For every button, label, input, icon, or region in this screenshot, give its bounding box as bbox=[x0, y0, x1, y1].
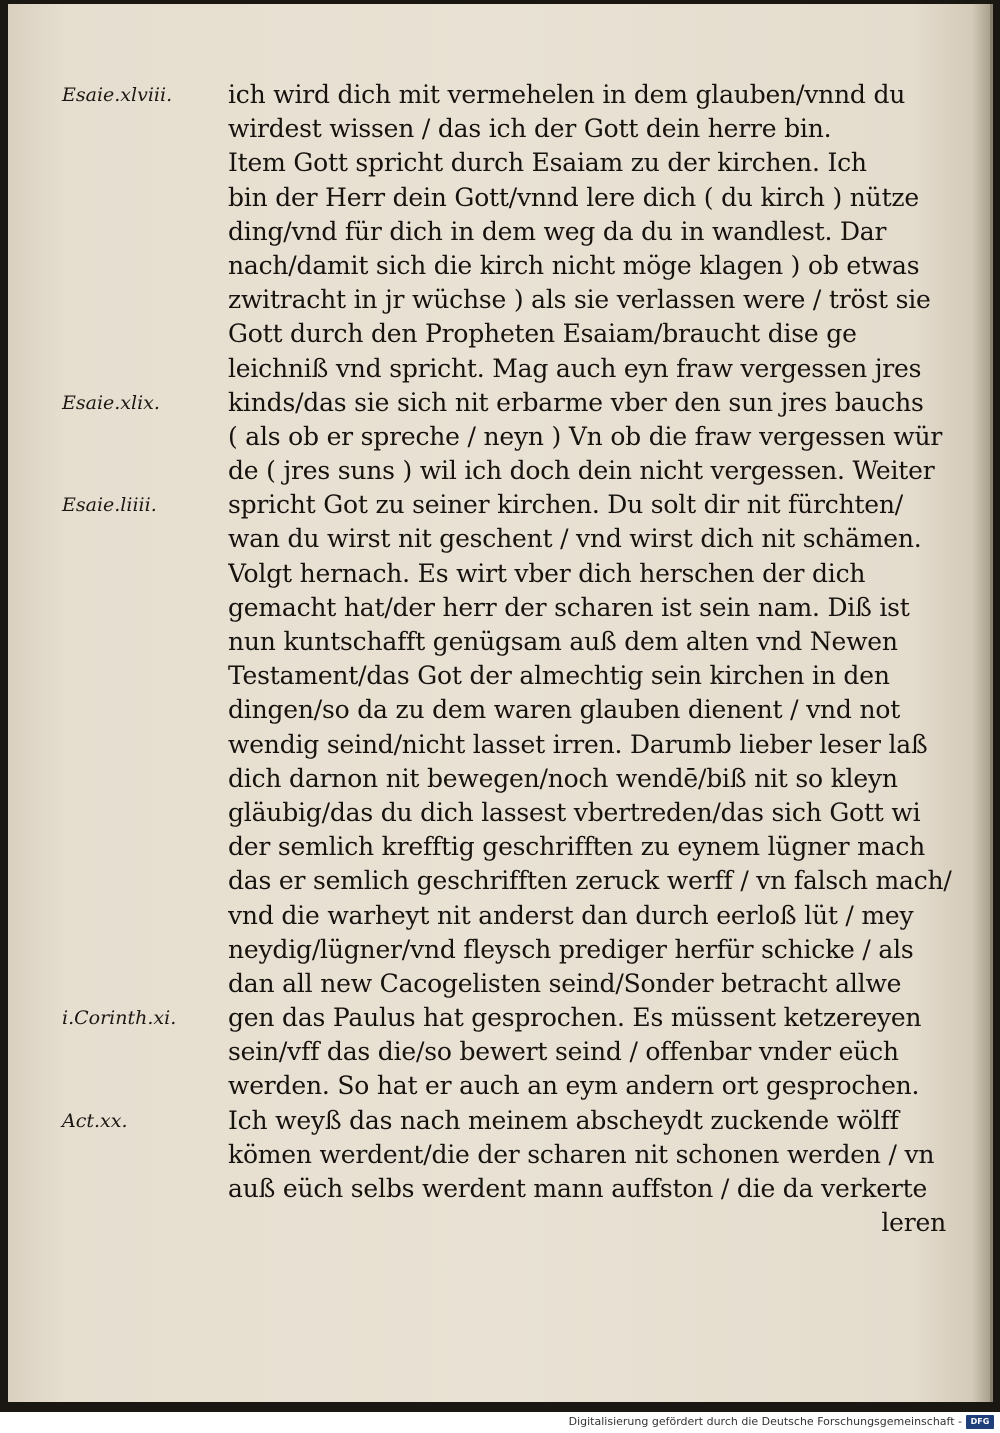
text-line: dan all new Cacogelisten seind/Sonder betracht allwe bbox=[228, 968, 902, 998]
text-line: kömen werdent/die der scharen nit schonen werden / vn bbox=[228, 1139, 935, 1169]
text-line: werden. So hat er auch an eym andern ort gesprochen. bbox=[228, 1071, 920, 1101]
catchword: leren bbox=[881, 1208, 946, 1238]
text-line: spricht Got zu seiner kirchen. Du solt dir nit fürchten/ bbox=[228, 490, 904, 520]
text-line: wan du wirst nit geschent / vnd wirst dich nit schämen. bbox=[228, 524, 922, 554]
page-edge-shadow bbox=[972, 4, 990, 1402]
footer-credit: Digitalisierung gefördert durch die Deutsche Forschungsgemeinschaft - bbox=[568, 1415, 962, 1428]
margin-note: i.Corinth.xi. bbox=[62, 1007, 177, 1030]
text-line: zwitracht in jr wüchse ) als sie verlassen were / tröst sie bbox=[228, 285, 931, 315]
text-line: leichniß vnd spricht. Mag auch eyn fraw vergessen jres bbox=[228, 353, 922, 383]
main-text-block bbox=[228, 78, 958, 1240]
margin-note: Esaie.xlix. bbox=[62, 391, 160, 414]
text-line: bin der Herr dein Gott/vnnd lere dich ( du kirch ) nütze bbox=[228, 182, 919, 212]
text-line: vnd die warheyt nit anderst dan durch eerloß lüt / mey bbox=[228, 900, 914, 930]
text-line: Testament/das Got der almechtig sein kirchen in den bbox=[228, 661, 890, 691]
dfg-logo: DFG bbox=[966, 1415, 994, 1429]
text-line: wirdest wissen / das ich der Gott dein herre bin. bbox=[228, 114, 832, 144]
text-line: der semlich krefftig geschrifften zu eynem lügner mach bbox=[228, 832, 926, 862]
margin-note: Esaie.liiii. bbox=[62, 494, 157, 517]
text-line: ( als ob er spreche / neyn ) Vn ob die fraw vergessen wür bbox=[228, 421, 943, 451]
text-line: neydig/lügner/vnd fleysch prediger herfür schicke / als bbox=[228, 934, 914, 964]
footer-bar bbox=[0, 1412, 1000, 1433]
text-line: Ich weyß das nach meinem abscheydt zuckende wölff bbox=[228, 1105, 899, 1135]
text-line: de ( jres suns ) wil ich doch dein nicht vergessen. Weiter bbox=[228, 456, 935, 486]
text-line: wendig seind/nicht lasset irren. Darumb lieber leser laß bbox=[228, 729, 928, 759]
text-line: nach/damit sich die kirch nicht möge klagen ) ob etwas bbox=[228, 250, 920, 280]
text-line: gen das Paulus hat gesprochen. Es müssent ketzereyen bbox=[228, 1003, 922, 1033]
text-line: das er semlich geschrifften zeruck werff / vn falsch mach/ bbox=[228, 866, 952, 896]
margin-note: Esaie.xlviii. bbox=[62, 84, 173, 106]
text-line: gläubig/das du dich lassest vbertreden/das sich Gott wi bbox=[228, 797, 921, 827]
text-line: ding/vnd für dich in dem weg da du in wandlest. Dar bbox=[228, 216, 887, 246]
text-line: dich darnon nit bewegen/noch wendē/biß nit so kleyn bbox=[228, 763, 898, 793]
text-line: Gott durch den Propheten Esaiam/braucht dise ge bbox=[228, 319, 857, 349]
text-line: dingen/so da zu dem waren glauben dienent / vnd not bbox=[228, 695, 901, 725]
text-line: ich wird dich mit vermehelen in dem glauben/vnnd du bbox=[228, 80, 906, 109]
text-line: auß eüch selbs werdent mann auffston / die da verkerte bbox=[228, 1174, 928, 1203]
text-line: sein/vff das die/so bewert seind / offenbar vnder eüch bbox=[228, 1037, 899, 1067]
text-line: Volgt hernach. Es wirt vber dich herschen der dich bbox=[228, 558, 866, 588]
text-line: nun kuntschafft genügsam auß dem alten vnd Newen bbox=[228, 627, 898, 656]
text-line: kinds/das sie sich nit erbarme vber den sun jres bauchs bbox=[228, 387, 924, 417]
text-line: gemacht hat/der herr der scharen ist sein nam. Diß ist bbox=[228, 592, 910, 622]
text-line: Item Gott spricht durch Esaiam zu der kirchen. Ich bbox=[228, 148, 867, 178]
margin-note: Act.xx. bbox=[62, 1110, 128, 1132]
